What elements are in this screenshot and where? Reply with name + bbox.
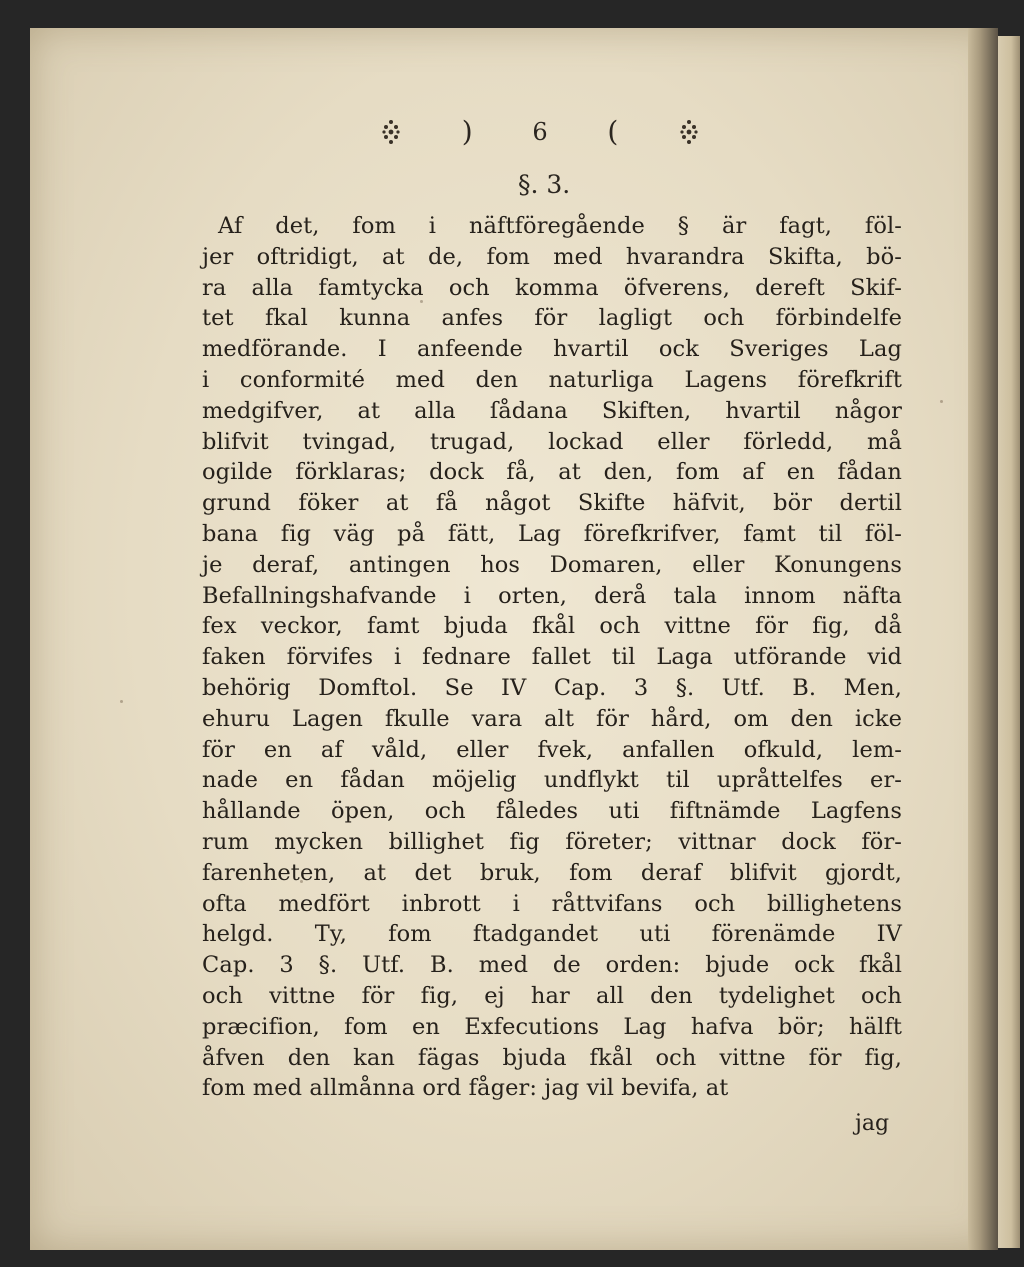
text-line: fex veckor, famt bjuda fkål och vittne för fig, då: [202, 613, 902, 640]
text-line: åfven den kan fägas bjuda fkål och vittne för fig,: [202, 1044, 902, 1071]
text-line: hållande öpen, och fåledes uti fiftnämde Lagfens: [202, 798, 902, 825]
text-line: Af det, fom i näftföregående § är fagt, föl-: [218, 213, 902, 239]
text-line: ehuru Lagen fkulle vara alt för hård, om den icke: [202, 705, 902, 732]
text-line: Befallningshafvande i orten, derå tala innom näfta: [202, 582, 902, 609]
paper-speck: [300, 880, 303, 883]
text-line: bana fig väg på fätt, Lag förefkrifver, famt til föl-: [202, 520, 902, 547]
text-line: för en af våld, eller fvek, anfallen ofkuld, lem-: [202, 736, 902, 763]
text-line: præcifion, fom en Exfecutions Lag hafva bör; hälft: [202, 1013, 902, 1040]
text-line: nade en fådan möjelig undflykt til upråttelfes er-: [202, 767, 902, 794]
page-number: 6: [532, 118, 548, 146]
printer-ornament-icon: [678, 119, 700, 145]
text-line: Cap. 3 §. Utf. B. med de orden: bjude ock fkål: [202, 952, 902, 979]
section-heading: §. 3.: [518, 170, 571, 199]
facing-page-edge: [998, 36, 1020, 1248]
text-line: farenheten, at det bruk, fom deraf blifvit gjordt,: [202, 859, 902, 886]
text-line: medgifver, at alla ſådana Skiften, hvartil någor: [202, 397, 902, 424]
text-line: behörig Domftol. Se IV Cap. 3 §. Utf. B. Men,: [202, 674, 902, 701]
header-right-paren: (: [607, 115, 619, 148]
text-line: ofta medfört inbrott i råttvifans och billighetens: [202, 890, 902, 917]
catchword: jag: [855, 1111, 890, 1136]
page-gutter-shadow: [968, 28, 998, 1250]
body-paragraph: [202, 211, 902, 1104]
text-line: ogilde förklaras; dock få, at den, fom af en fådan: [202, 459, 902, 486]
text-line: grund föker at få något Skifte häfvit, bör dertil: [202, 490, 902, 517]
text-line: tet fkal kunna anfes för lagligt och förbindelfe: [202, 305, 902, 332]
text-line: je deraf, antingen hos Domaren, eller Konungens: [202, 551, 902, 578]
text-line: rum mycken billighet fig företer; vittnar dock för-: [202, 828, 902, 855]
paper-speck: [420, 300, 423, 303]
paper-speck: [120, 700, 123, 703]
text-line: helgd. Ty, fom ftadgandet uti förenämde IV: [202, 921, 902, 948]
text-line: fom med allmånna ord fåger: jag vil bevifa, at: [202, 1075, 729, 1102]
paper-speck: [940, 400, 943, 403]
text-line: ra alla famtycka och komma öfverens, dereft Skif-: [202, 274, 902, 301]
page-header: [380, 112, 700, 152]
paper-speck: [760, 540, 763, 543]
header-left-paren: ): [461, 115, 473, 148]
text-line: faken förvifes i fednare fallet til Laga utförande vid: [202, 644, 902, 671]
printer-ornament-icon: [380, 119, 402, 145]
text-line: jer oftridigt, at de, fom med hvarandra Skifta, bö-: [202, 243, 902, 270]
text-line: i conformité med den naturliga Lagens förefkrift: [202, 366, 902, 393]
text-line: och vittne för fig, ej har all den tydelighet och: [202, 982, 902, 1009]
text-line: blifvit tvingad, trugad, lockad eller förledd, må: [202, 428, 902, 455]
text-line: medförande. I anfeende hvartil ock Sveriges Lag: [202, 336, 902, 363]
